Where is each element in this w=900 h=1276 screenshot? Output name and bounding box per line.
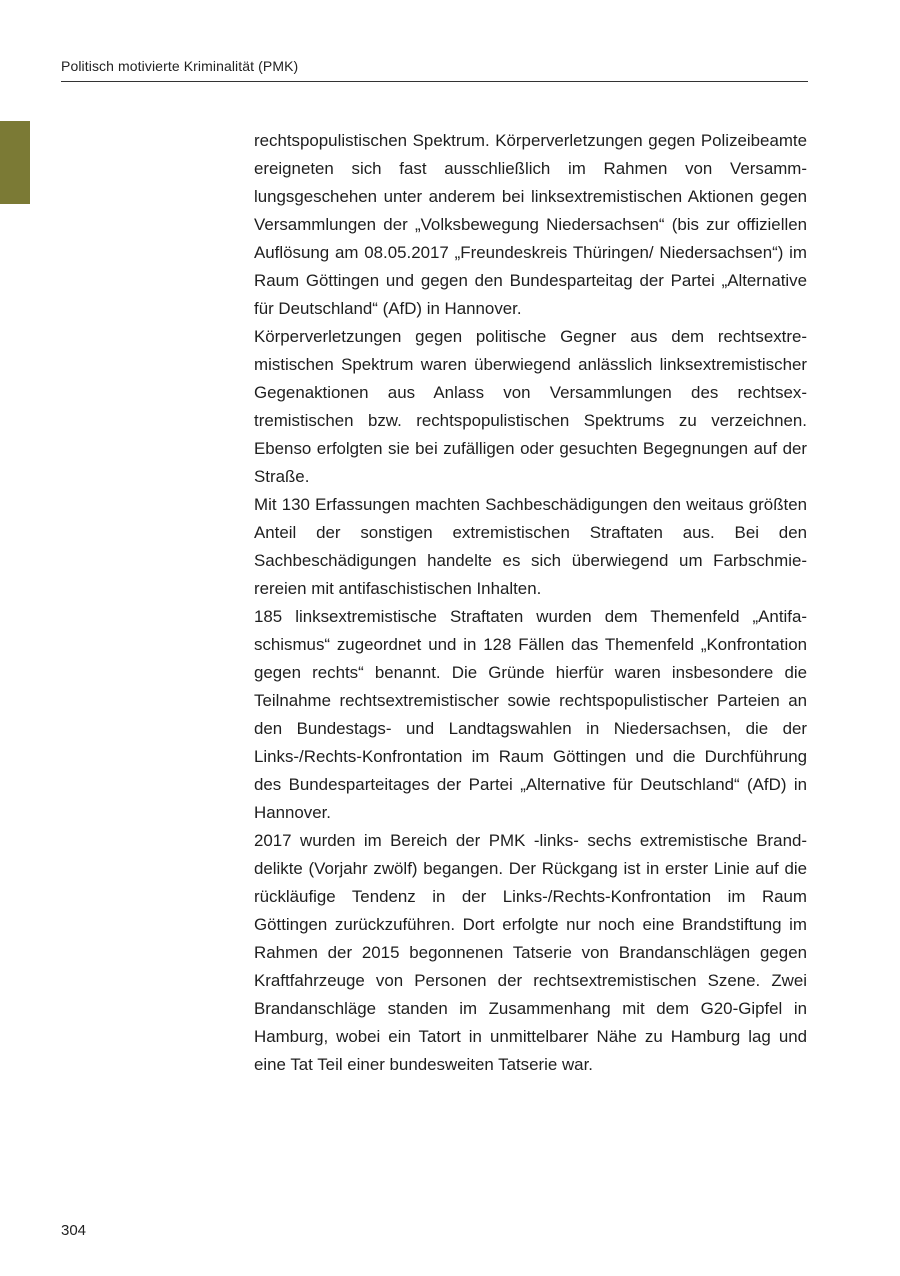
chapter-side-tab xyxy=(0,121,30,204)
paragraph-4: 185 linksextremistische Straftaten wurden dem Themenfeld „Antifaschismus“ zugeordnet und in 128 Fällen das Themenfeld „Konfrontation gegen rechts“ benannt. Die Gründe hierfür waren insbesondere die Teilnahme rechtsextremistischer sowie rechtspopulistischer Parteien an den Bundestags- und Landtagswahlen in Niedersachsen, die der Links-/Rechts-Konfrontation im Raum Göttingen und die Durchführung des Bundesparteitages der Partei „Alternative für Deutschland“ (AfD) in Hannover. xyxy=(254,607,807,822)
running-header: Politisch motivierte Kriminalität (PMK) xyxy=(61,58,299,74)
paragraph-1: rechtspopulistischen Spektrum. Körperverletzungen gegen Polizeibeamte ereigneten sich fast ausschließlich im Rahmen von Versammlungsgeschehen unter anderem bei linksextremistischen Aktionen gegen Versammlungen der „Volksbewegung Niedersachsen“ (bis zur offiziellen Auflösung am 08.05.2017 „Freundeskreis Thüringen/ Niedersachsen“) im Raum Göttingen und gegen den Bundesparteitag der Partei „Alternative für Deutschland“ (AfD) in Hannover. xyxy=(254,131,807,318)
header-rule xyxy=(61,81,808,82)
body-text xyxy=(254,127,807,1079)
page-number: 304 xyxy=(61,1222,87,1239)
paragraph-3: Mit 130 Erfassungen machten Sachbeschädigungen den weitaus größten Anteil der sonstigen extremistischen Straftaten aus. Bei den Sachbeschädigungen handelte es sich überwiegend um Farbschmierereien mit antifaschistischen Inhalten. xyxy=(254,495,807,598)
paragraph-2: Körperverletzungen gegen politische Gegner aus dem rechtsextremistischen Spektrum waren überwiegend anlässlich linksextremistischer Gegenaktionen aus Anlass von Versammlungen des rechtsextremistischen bzw. rechtspopulistischen Spektrums zu verzeichnen. Ebenso erfolgten sie bei zufälligen oder gesuchten Begegnungen auf der Straße. xyxy=(254,327,807,486)
paragraph-5: 2017 wurden im Bereich der PMK -links- sechs extremistische Branddelikte (Vorjahr zwölf) begangen. Der Rückgang ist in erster Linie auf die rückläufige Tendenz in der Links-/Rechts-Konfrontation im Raum Göttingen zurückzuführen. Dort erfolgte nur noch eine Brandstiftung im Rahmen der 2015 begonnenen Tatserie von Brandanschlägen gegen Kraftfahrzeuge von Personen der rechtsextremistischen Szene. Zwei Brandanschläge standen im Zusammenhang mit dem G20-Gipfel in Hamburg, wobei ein Tatort in unmittelbarer Nähe zu Hamburg lag und eine Tat Teil einer bundesweiten Tatserie war. xyxy=(254,831,807,1074)
